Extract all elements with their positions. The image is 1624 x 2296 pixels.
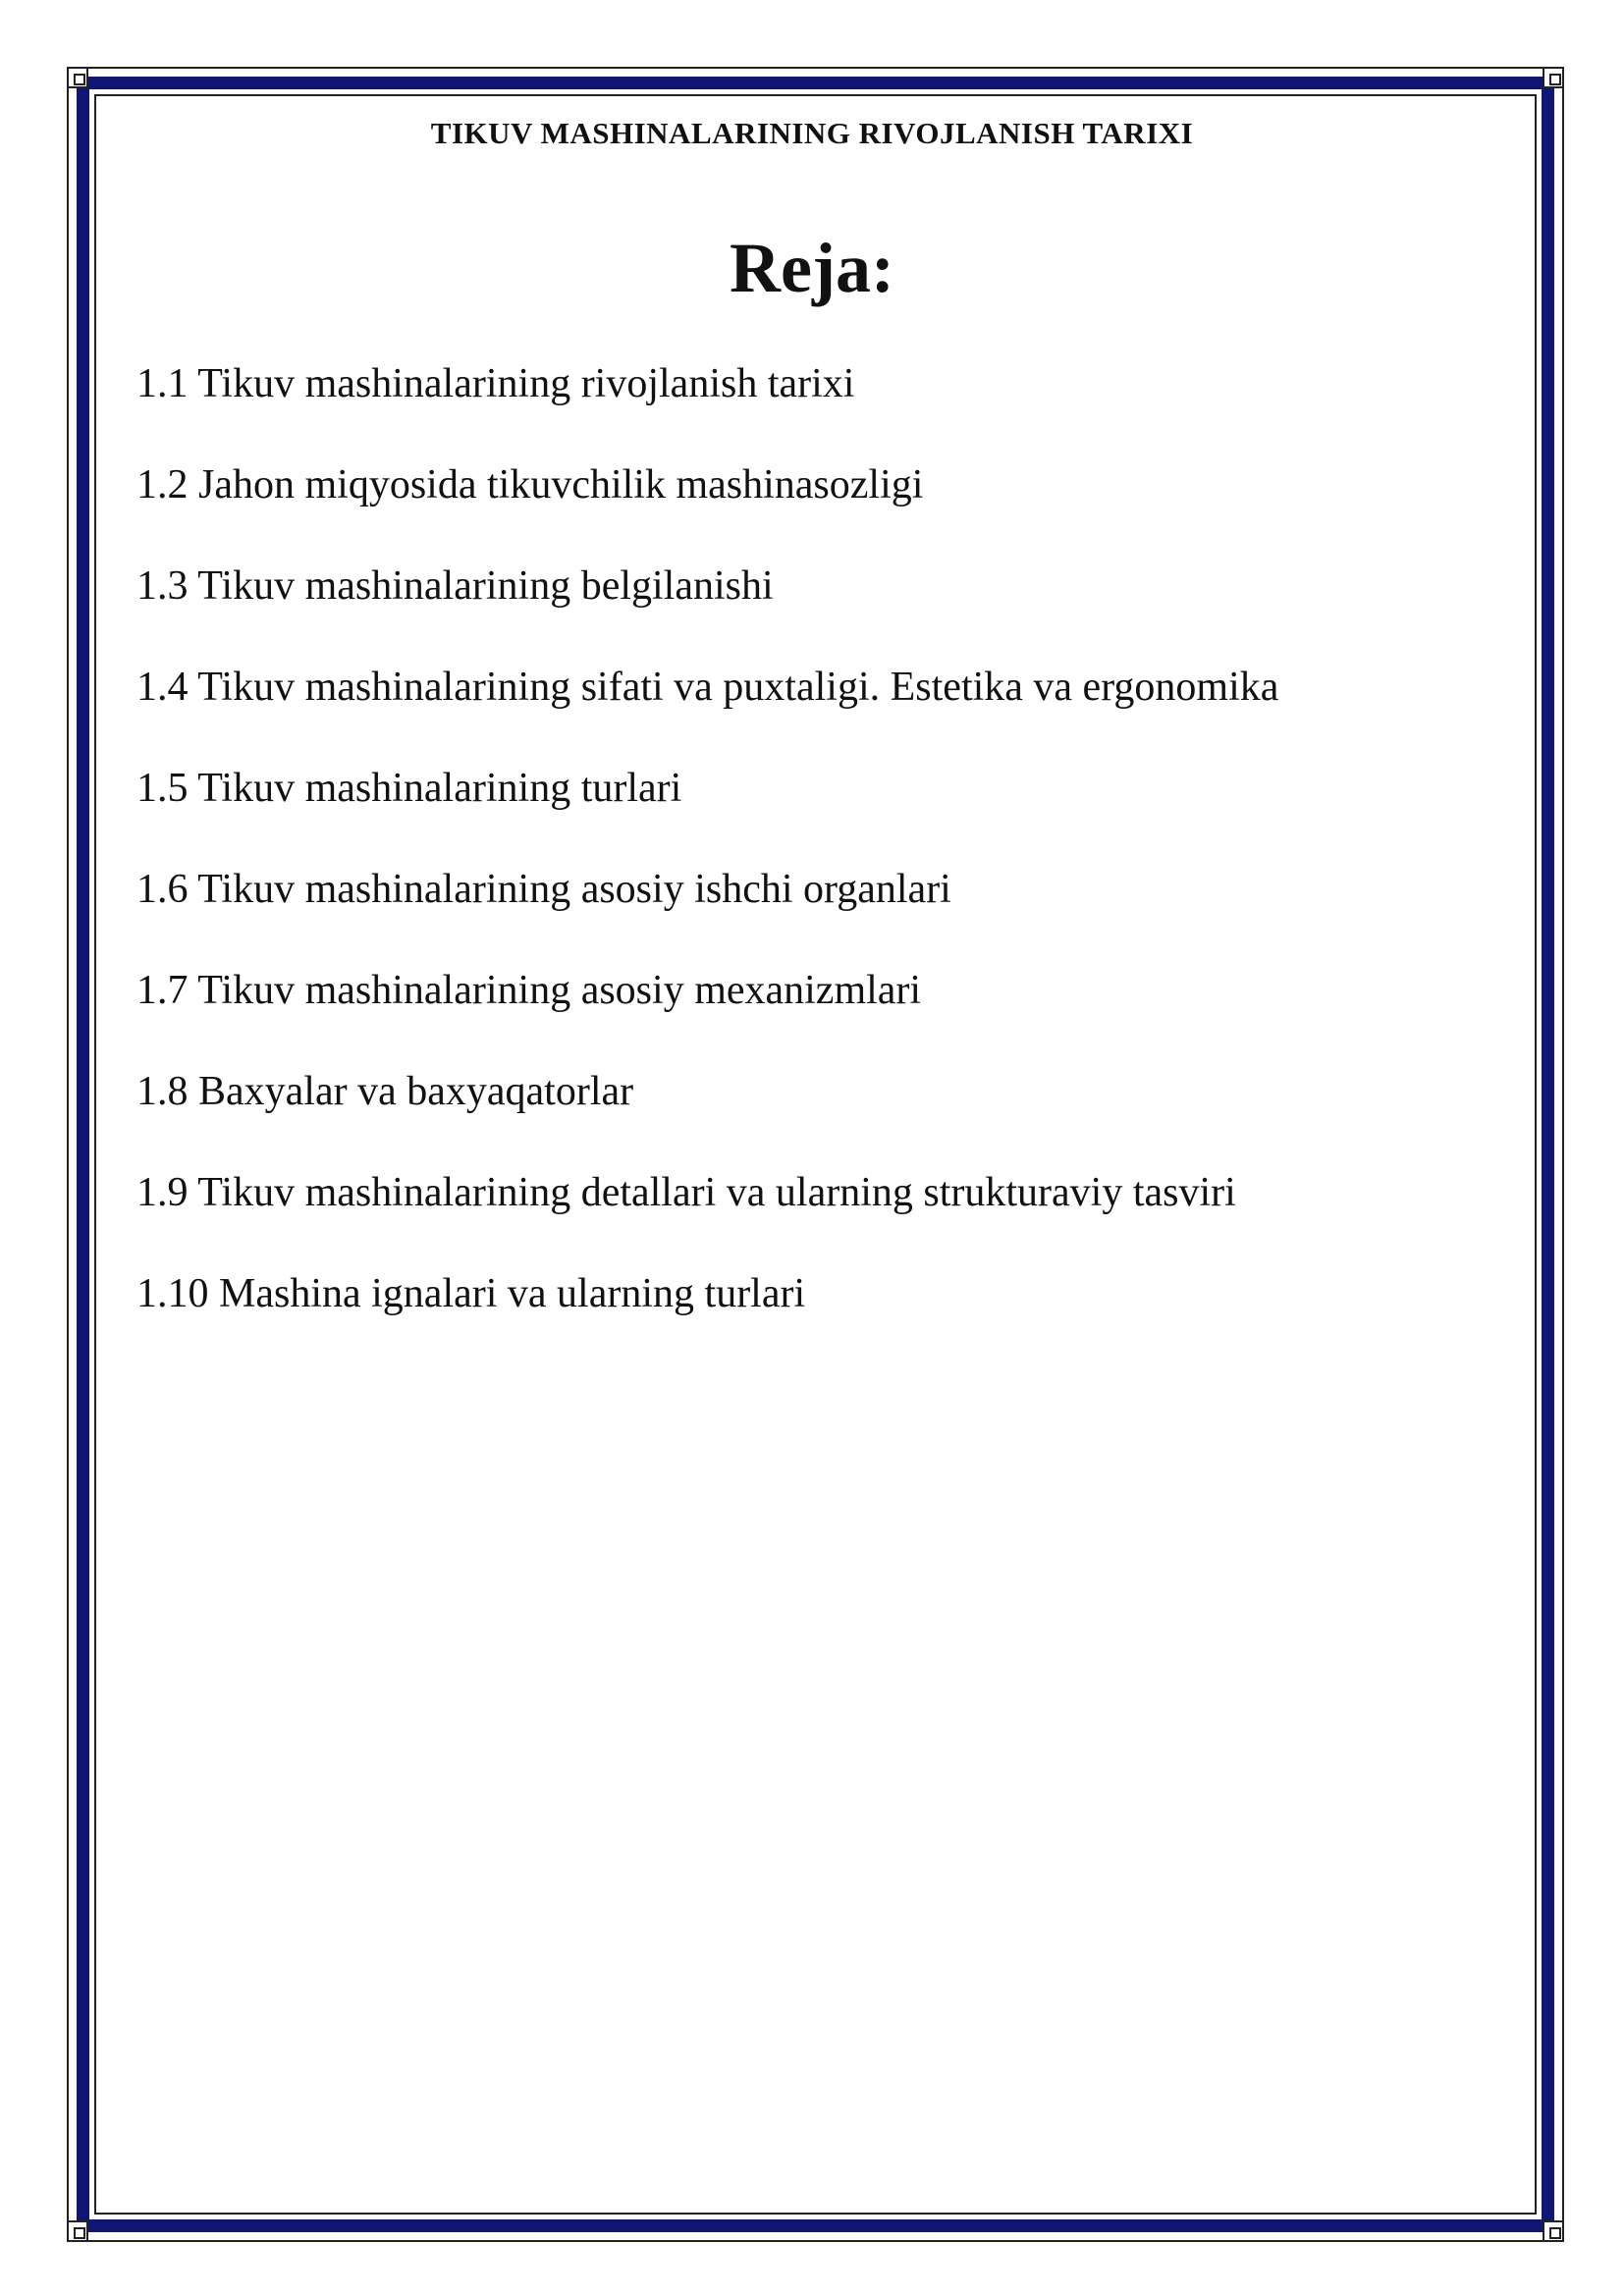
toc-item: 1.6 Tikuv mashinalarining asosiy ishchi organlari	[136, 867, 951, 912]
toc-item: 1.7 Tikuv mashinalarining asosiy mexanizmlari	[136, 968, 922, 1013]
border-corner-ornament	[67, 67, 88, 88]
toc-item: 1.10 Mashina ignalari va ularning turlari	[136, 1271, 806, 1316]
toc-item: 1.5 Tikuv mashinalarining turlari	[136, 766, 682, 811]
toc-item: 1.2 Jahon miqyosida tikuvchilik mashinasozligi	[136, 462, 924, 507]
toc-item: 1.9 Tikuv mashinalarining detallari va ularning strukturaviy tasviri	[136, 1170, 1236, 1215]
border-corner-ornament	[67, 2220, 88, 2242]
toc-item: 1.3 Tikuv mashinalarining belgilanishi	[136, 563, 774, 609]
document-header-title: TIKUV MASHINALARINING RIVOJLANISH TARIXI	[430, 116, 1194, 150]
toc-item: 1.1 Tikuv mashinalarining rivojlanish tarixi	[136, 361, 855, 406]
toc-item: 1.4 Tikuv mashinalarining sifati va puxtaligi. Estetika va ergonomika	[136, 665, 1279, 710]
plan-title: Reja:	[730, 229, 894, 307]
toc-item: 1.8 Baxyalar va baxyaqatorlar	[136, 1069, 634, 1114]
table-of-contents	[136, 359, 1278, 1370]
border-corner-ornament	[1543, 67, 1564, 88]
border-corner-ornament	[1543, 2220, 1564, 2242]
